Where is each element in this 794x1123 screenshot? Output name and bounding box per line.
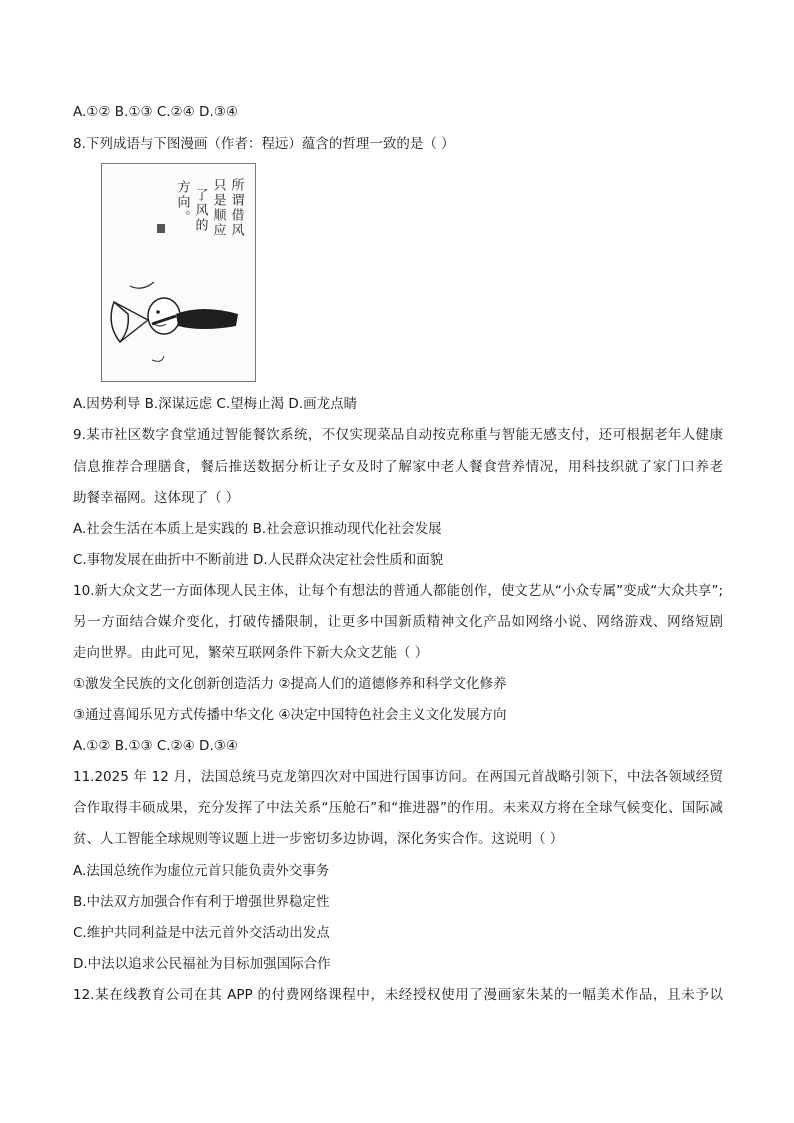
caption-col4: 方向。: [174, 180, 190, 225]
q11-option-d: D.中法以追求公民福祉为目标加强国际合作: [73, 956, 331, 972]
q9-line2: 信息推荐合理膳食，餐后推送数据分析让子女及时了解家中老人餐食营养情况，用科技织就了家门口养老: [73, 459, 723, 475]
q10-items-12: ①激发全民族的文化创新创造活力 ②提高人们的道德修养和科学文化修养: [73, 676, 507, 692]
q8-stem: 8.下列成语与下图漫画（作者：程远）蕴含的哲理一致的是（ ）: [73, 136, 455, 152]
caption-col2: 只是顺应: [210, 178, 226, 238]
q10-line2: 另一方面结合媒介变化，打破传播限制，让更多中国新质精神文化产品如网络小说、网络游戏、网络短剧: [73, 614, 723, 630]
q11-line1: 11.2025 年 12 月，法国总统马克龙第四次对中国进行国事访问。在两国元首战略引领下，中法各领域经贸: [73, 769, 723, 785]
q10-line1: 10.新大众文艺一方面体现人民主体，让每个有想法的普通人都能创作，使文艺从“小众专属”变成“大众共享”;: [73, 583, 723, 599]
q12-line1: 12.某在线教育公司在其 APP 的付费网络课程中，未经授权使用了漫画家朱某的一幅美术作品，且未予以: [73, 987, 723, 1003]
q10-options: A.①② B.①③ C.②④ D.③④: [73, 738, 238, 754]
q8-options: A.因势利导 B.深谋远虑 C.望梅止渴 D.画龙点睛: [73, 396, 358, 412]
q8-cartoon: [101, 163, 256, 382]
q9-line3: 助餐幸福网。这体现了（ ）: [73, 490, 240, 506]
cartoon-illustration: [102, 164, 255, 381]
seal-stamp: [157, 224, 165, 233]
q7-options: A.①② B.①③ C.②④ D.③④: [73, 104, 238, 120]
man-body: [176, 309, 238, 329]
q9-line1: 9.某市社区数字食堂通过智能餐饮系统，不仅实现菜品自动按克称重与智能无感支付，还可根据老年人健康: [73, 427, 723, 443]
q11-option-a: A.法国总统作为虚位元首只能负责外交事务: [73, 863, 330, 879]
caption-col1: 所谓借风: [228, 178, 244, 238]
q11-option-c: C.维护共同利益是中法元首外交活动出发点: [73, 925, 330, 941]
q9-options-ab: A.社会生活在本质上是实践的 B.社会意识推动现代化社会发展: [73, 521, 442, 537]
q9-options-cd: C.事物发展在曲折中不断前进 D.人民群众决定社会性质和面貌: [73, 552, 444, 568]
q11-line2: 合作取得丰硕成果，充分发挥了中法关系“压舱石”和“推进器”的作用。未来双方将在全球气候变化、国际减: [73, 800, 723, 816]
q11-option-b: B.中法双方加强合作有利于增强世界稳定性: [73, 894, 330, 910]
q10-items-34: ③通过喜闻乐见方式传播中华文化 ④决定中国特色社会主义文化发展方向: [73, 707, 507, 723]
caption-col3: 了风的: [192, 188, 208, 233]
q10-line3: 走向世界。由此可见，繁荣互联网条件下新大众文艺能（ ）: [73, 645, 429, 661]
q11-line3: 贫、人工智能全球规则等议题上进一步密切多边协调，深化务实合作。这说明（ ）: [73, 831, 564, 847]
